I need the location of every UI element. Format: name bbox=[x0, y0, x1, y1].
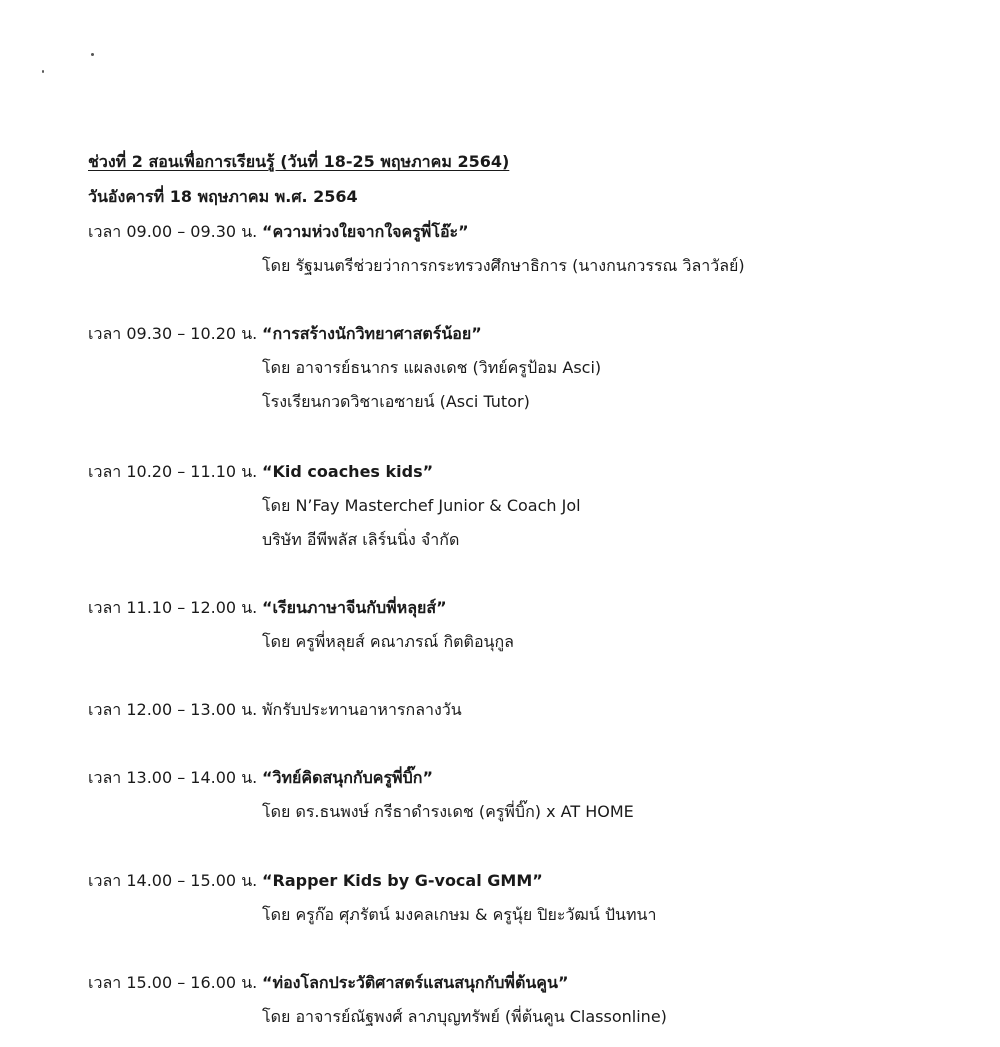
session-title: “Rapper Kids by G-vocal GMM” bbox=[262, 871, 543, 890]
session-presenter: โดย อาจารย์ธนากร แผลงเดช (วิทย์ครูป้อม Asci) bbox=[262, 358, 602, 377]
session-presenter: โดย ครูก๊อ ศุภรัตน์ มงคลเกษม & ครูนุ้ย ปิยะวัฒน์ ปันทนา bbox=[262, 905, 657, 924]
session-presenter: โดย ดร.ธนพงษ์ กรีธาดำรงเดช (ครูพี่บิ๊ก) x AT HOME bbox=[262, 802, 634, 821]
session-presenter: โดย ครูพี่หลุยส์ คณาภรณ์ กิตติอนุกูล bbox=[262, 632, 514, 651]
session-title: “เรียนภาษาจีนกับพี่หลุยส์” bbox=[262, 598, 447, 617]
session-time: เวลา 14.00 – 15.00 น. bbox=[88, 871, 258, 890]
session-time: เวลา 12.00 – 13.00 น. bbox=[88, 700, 258, 719]
session-presenter: โดย N’Fay Masterchef Junior & Coach Jol bbox=[262, 496, 581, 515]
session-title: “Kid coaches kids” bbox=[262, 462, 434, 481]
day-heading: วันอังคารที่ 18 พฤษภาคม พ.ศ. 2564 bbox=[88, 187, 358, 206]
session-presenter: โดย อาจารย์ณัฐพงศ์ ลาภบุญทรัพย์ (พี่ต้นคูน Classonline) bbox=[262, 1007, 667, 1026]
session-title: “การสร้างนักวิทยาศาสตร์น้อย” bbox=[262, 324, 482, 343]
session-time: เวลา 09.30 – 10.20 น. bbox=[88, 324, 258, 343]
scan-speck bbox=[42, 70, 44, 73]
session-title: “ความห่วงใยจากใจครูพี่โอ๊ะ” bbox=[262, 222, 469, 241]
session-time: เวลา 11.10 – 12.00 น. bbox=[88, 598, 258, 617]
session-presenter: โดย รัฐมนตรีช่วยว่าการกระทรวงศึกษาธิการ (นางกนกวรรณ วิลาวัลย์) bbox=[262, 256, 745, 275]
scan-speck bbox=[91, 53, 94, 56]
session-title: พักรับประทานอาหารกลางวัน bbox=[262, 700, 462, 719]
session-title: “วิทย์คิดสนุกกับครูพี่บิ๊ก” bbox=[262, 768, 433, 787]
session-organization: โรงเรียนกวดวิชาเอซายน์ (Asci Tutor) bbox=[262, 392, 530, 411]
session-time: เวลา 13.00 – 14.00 น. bbox=[88, 768, 258, 787]
session-time: เวลา 10.20 – 11.10 น. bbox=[88, 462, 258, 481]
session-title: “ท่องโลกประวัติศาสตร์แสนสนุกกับพี่ต้นคูน” bbox=[262, 973, 569, 992]
section-heading: ช่วงที่ 2 สอนเพื่อการเรียนรู้ (วันที่ 18-25 พฤษภาคม 2564) bbox=[88, 152, 510, 171]
session-time: เวลา 15.00 – 16.00 น. bbox=[88, 973, 258, 992]
session-time: เวลา 09.00 – 09.30 น. bbox=[88, 222, 258, 241]
session-organization: บริษัท อีพีพลัส เลิร์นนิ่ง จำกัด bbox=[262, 530, 460, 549]
